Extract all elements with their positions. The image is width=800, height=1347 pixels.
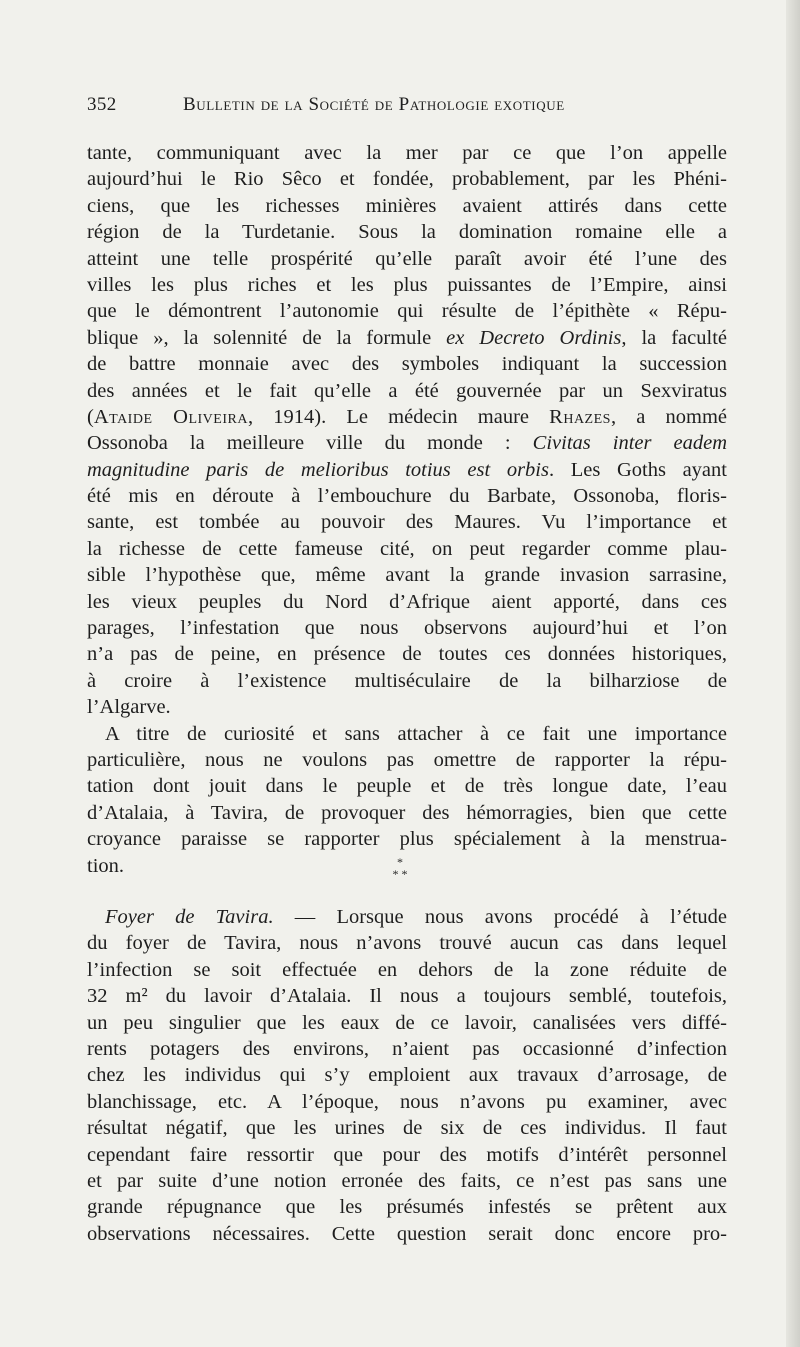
text-line: ciens, que les richesses minières avaient attirés dans cette xyxy=(87,194,727,217)
text-line: 32 m² du lavoir d’Atalaia. Il nous a toujours semblé, toutefois, xyxy=(87,985,727,1008)
text-line: l’infection se soit effectuée en dehors de la zone réduite de xyxy=(87,958,727,981)
running-title: Bulletin de la Société de Pathologie exotique xyxy=(183,94,565,115)
latin-phrase: Civitas inter eadem xyxy=(532,432,728,455)
text-line: sante, est tombée au pouvoir des Maures. Vu l’importance et xyxy=(87,511,727,534)
text-line: croyance paraisse se rapporter plus spécialement à la menstrua- xyxy=(87,828,727,851)
author-name: Ataide Oliveira xyxy=(93,405,248,428)
text-run: ( xyxy=(87,405,94,428)
body-text xyxy=(87,140,727,879)
text-line: rents potagers des environs, n’aient pas occasionné d’infection xyxy=(87,1037,727,1060)
text-line: tante, communiquant avec la mer par ce que l’on appelle xyxy=(87,142,727,164)
text-line: région de la Turdetanie. Sous la domination romaine elle a xyxy=(87,221,727,244)
section-heading: Foyer de Tavira. xyxy=(105,906,274,928)
text-line: été mis en déroute à l’embouchure du Barbate, Ossonoba, floris- xyxy=(87,485,727,508)
text-line xyxy=(87,404,727,430)
text-run: . Les Goths ayant xyxy=(548,458,727,481)
text-line xyxy=(87,904,727,930)
page-edge xyxy=(786,0,800,1347)
text-line: sible l’hypothèse que, même avant la grande invasion sarrasine, xyxy=(87,564,727,587)
text-line: grande répugnance que les présumés infestés se prêtent aux xyxy=(87,1196,727,1219)
text-line: villes les plus riches et les plus puissantes de l’Empire, ainsi xyxy=(87,273,727,296)
latin-phrase: ex Decreto Ordinis xyxy=(446,326,622,349)
text-line: particulière, nous ne voulons pas omettre de rapporter la répu- xyxy=(87,748,727,771)
latin-phrase: magnitudine paris de melioribus totius est orbis xyxy=(87,458,549,481)
text-line: parages, l’infestation que nous observons aujourd’hui et l’on xyxy=(87,617,727,640)
text-line: observations nécessaires. Cette question serait donc encore pro- xyxy=(87,1222,727,1245)
text-line: des années et le fait qu’elle a été gouvernée par un Sexviratus xyxy=(87,379,727,402)
text-line xyxy=(87,457,727,483)
text-line: les vieux peuples du Nord d’Afrique aient apporté, dans ces xyxy=(87,590,727,613)
body-text-section xyxy=(87,904,727,1247)
text-line: tion. xyxy=(87,854,125,877)
text-run: , 1914). Le médecin maure xyxy=(247,405,550,428)
text-line: d’Atalaia, à Tavira, de provoquer des hémorragies, bien que cette xyxy=(87,801,727,824)
text-run: , la faculté xyxy=(621,326,727,349)
text-line: l’Algarve. xyxy=(87,696,171,719)
text-line: du foyer de Tavira, nous n’avons trouvé aucun cas dans lequel xyxy=(87,932,727,955)
text-line: résultat négatif, que les urines de six de ces individus. Il faut xyxy=(87,1117,727,1140)
text-line: blanchissage, etc. A l’époque, nous n’avons pu examiner, avec xyxy=(87,1090,727,1113)
text-line: que le démontrent l’autonomie qui résulte de l’épithète « Répu- xyxy=(87,300,727,323)
text-line: n’a pas de peine, en présence de toutes ces données historiques, xyxy=(87,643,727,666)
text-run: — Lorsque nous avons procédé à l’étude xyxy=(273,906,727,928)
text-run: , a nommé xyxy=(610,405,727,428)
text-line xyxy=(87,430,727,456)
text-line: la richesse de cette fameuse cité, on peut regarder comme plau- xyxy=(87,537,727,560)
text-line: un peu singulier que les eaux de ce lavoir, canalisées vers diffé- xyxy=(87,1011,727,1034)
running-header xyxy=(87,94,727,122)
author-name: Rhazes xyxy=(549,405,611,428)
text-line: et par suite d’une notion erronée des faits, ce n’est pas sans une xyxy=(87,1169,727,1192)
page-number: 352 xyxy=(87,94,117,115)
text-line xyxy=(87,325,727,351)
text-run: Ossonoba la meilleure ville du monde : xyxy=(87,432,533,455)
text-run: blique », la solennité de la formule xyxy=(87,326,447,349)
text-line: A titre de curiosité et sans attacher à ce fait une importance xyxy=(105,722,727,745)
text-line: atteint une telle prospérité qu’elle paraît avoir été l’une des xyxy=(87,247,727,270)
text-line: tation dont jouit dans le peuple et de très longue date, l’eau xyxy=(87,775,727,798)
text-line: aujourd’hui le Rio Sêco et fondée, probablement, par les Phéni- xyxy=(87,168,727,191)
text-line: à croire à l’existence multiséculaire de la bilharziose de xyxy=(87,669,727,692)
text-line: chez les individus qui s’y emploient aux travaux d’arrosage, de xyxy=(87,1064,727,1087)
separator-star: * xyxy=(397,855,403,869)
text-line: de battre monnaie avec des symboles indiquant la succession xyxy=(87,353,727,376)
text-line: cependant faire ressortir que pour des motifs d’intérêt personnel xyxy=(87,1143,727,1166)
separator-stars: * * xyxy=(392,867,408,881)
